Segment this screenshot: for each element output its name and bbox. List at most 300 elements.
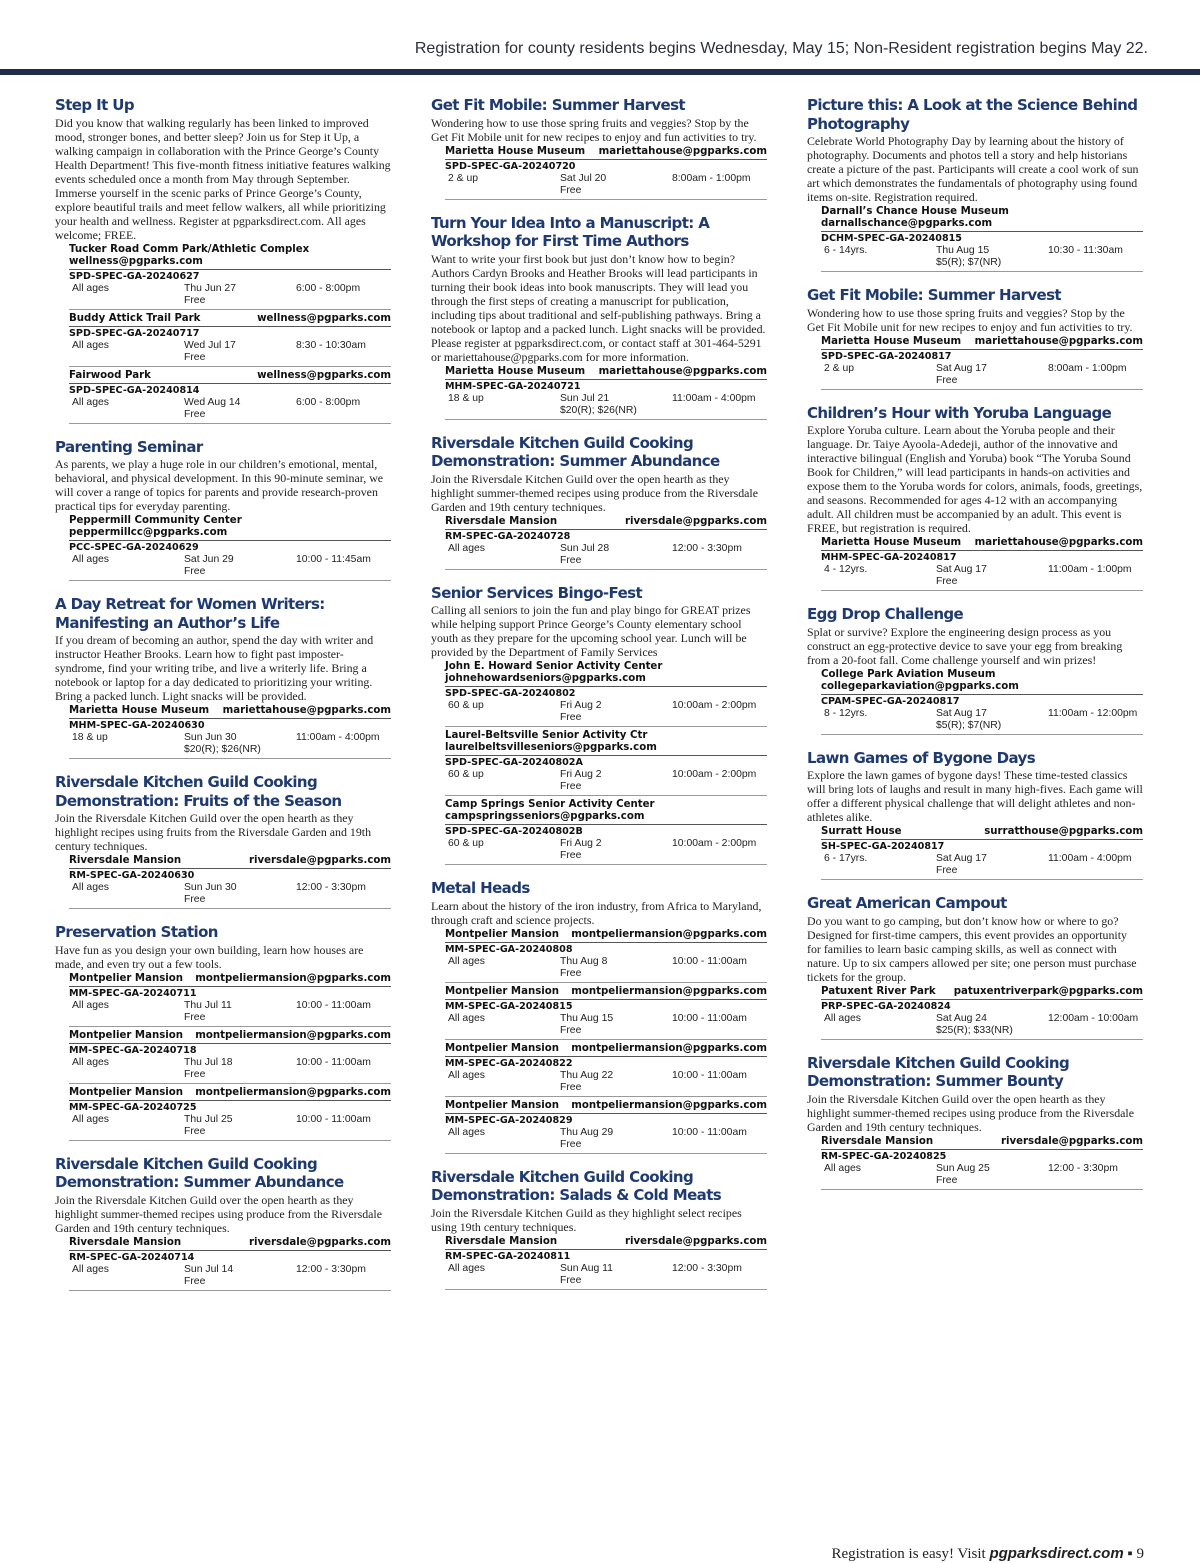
session-details xyxy=(69,397,391,424)
session-venue xyxy=(821,336,1143,350)
age-range: 18 & up xyxy=(448,392,484,404)
venue-email[interactable]: montpeliermansion@pgparks.com xyxy=(195,1029,391,1041)
event-title: A Day Retreat for Women Writers: Manifesting an Author’s Life xyxy=(55,595,325,632)
activity-code: MM-SPEC-GA-20240815 xyxy=(445,1000,573,1012)
session-time: 8:00am - 1:00pm xyxy=(1048,362,1127,374)
session-date-fee xyxy=(560,1070,672,1094)
event-title: Step It Up xyxy=(55,96,134,114)
session-date: Sat Aug 17 xyxy=(936,564,987,575)
session-venue xyxy=(69,855,391,869)
session-fee: Free xyxy=(560,781,582,792)
event-block xyxy=(55,923,391,1141)
session-details xyxy=(821,853,1143,880)
session-date-fee xyxy=(184,554,296,578)
venue-email[interactable]: peppermillcc@pgparks.com xyxy=(69,527,228,538)
activity-code: SPD-SPEC-GA-20240817 xyxy=(821,350,952,362)
session-date-fee xyxy=(560,1013,672,1037)
session-date: Fri Aug 2 xyxy=(560,838,602,849)
page-footer xyxy=(831,1545,1144,1563)
event-session xyxy=(445,929,767,983)
session-venue xyxy=(821,1136,1143,1150)
session-time: 6:00 - 8:00pm xyxy=(296,282,361,294)
session-details xyxy=(445,393,767,420)
session-details xyxy=(445,1127,767,1154)
activity-code: MM-SPEC-GA-20240808 xyxy=(445,943,573,955)
session-date-fee xyxy=(184,882,296,906)
event-block xyxy=(55,96,391,424)
age-range: All ages xyxy=(72,999,109,1011)
event-description: If you dream of becoming an author, spend the day with writer and instructor Heather Brooks. Learn how to fight past imposter-syndrome, find your writing tribe, and live a writerly life. Bring a notebook or laptop for a day dedicated to prioritizing your writing. Bring a packed lunch. Light snacks will be provided. xyxy=(55,633,374,703)
venue-name: Patuxent River Park xyxy=(821,985,936,997)
session-fee: Free xyxy=(184,1275,206,1287)
session-date: Sun Aug 25 xyxy=(936,1162,990,1174)
venue-email[interactable]: johnehowardseniors@pgparks.com xyxy=(445,673,646,684)
activity-code: MM-SPEC-GA-20240718 xyxy=(69,1044,197,1056)
session-details xyxy=(445,700,767,727)
venue-name: Riversdale Mansion xyxy=(445,1235,558,1247)
session-details xyxy=(69,340,391,367)
session-date: Sat Aug 17 xyxy=(936,362,987,374)
age-range: All ages xyxy=(72,282,109,294)
venue-email[interactable]: riversdale@pgparks.com xyxy=(248,1236,391,1248)
session-time: 8:00am - 1:00pm xyxy=(672,172,751,184)
venue-email[interactable]: mariettahouse@pgparks.com xyxy=(222,705,391,716)
event-session xyxy=(445,1236,767,1290)
event-title: Metal Heads xyxy=(431,879,530,897)
event-session xyxy=(69,515,391,581)
age-range: 2 & up xyxy=(824,362,855,374)
event-session xyxy=(69,370,391,424)
footer-prefix: Registration is easy! Visit xyxy=(831,1546,990,1562)
session-details xyxy=(69,732,391,759)
session-venue xyxy=(69,1237,391,1251)
session-details xyxy=(69,882,391,909)
session-time: 10:00 - 11:00am xyxy=(672,1126,747,1138)
session-details xyxy=(821,708,1143,735)
session-details xyxy=(445,173,767,200)
session-date: Thu Aug 29 xyxy=(560,1126,614,1138)
venue-email[interactable]: wellness@pgparks.com xyxy=(69,255,203,267)
venue-email[interactable]: mariettahouse@pgparks.com xyxy=(598,145,767,157)
age-range: All ages xyxy=(72,554,109,565)
session-fee: Free xyxy=(936,1174,958,1186)
venue-email[interactable]: riversdale@pgparks.com xyxy=(248,855,391,866)
venue-email[interactable]: mariettahouse@pgparks.com xyxy=(974,537,1143,548)
activity-code: MHM-SPEC-GA-20240630 xyxy=(69,720,205,731)
session-time: 12:00am - 10:00am xyxy=(1048,1012,1139,1024)
session-fee: $20(R); $26(NR) xyxy=(560,404,637,416)
activity-code: MHM-SPEC-GA-20240817 xyxy=(821,552,957,563)
session-time: 8:30 - 10:30am xyxy=(296,339,366,351)
venue-name: Riversdale Mansion xyxy=(821,1135,934,1147)
session-date-fee xyxy=(184,732,296,756)
event-block xyxy=(431,434,767,570)
event-description: Join the Riversdale Kitchen Guild as they highlight select recipes using 19th century techniques. xyxy=(431,1205,742,1234)
footer-site-link[interactable]: pgparksdirect.com xyxy=(989,1545,1124,1562)
session-venue xyxy=(445,799,767,825)
event-title: Preservation Station xyxy=(55,923,218,941)
venue-email[interactable]: montpeliermansion@pgparks.com xyxy=(195,972,391,984)
event-block xyxy=(431,1168,767,1290)
session-details xyxy=(69,1057,391,1084)
session-date: Thu Jul 25 xyxy=(184,1113,233,1125)
session-date-fee xyxy=(184,1000,296,1024)
session-venue xyxy=(69,1087,391,1101)
session-date: Sun Jul 21 xyxy=(560,392,610,404)
event-description: Join the Riversdale Kitchen Guild over the open hearth as they highlight recipes using fruits from the Riversdale Garden and 19th century techniques. xyxy=(55,811,372,853)
session-fee: Free xyxy=(936,865,958,876)
activity-code: SPD-SPEC-GA-20240627 xyxy=(69,270,200,282)
session-date: Fri Aug 2 xyxy=(560,769,602,780)
venue-name: Camp Springs Senior Activity Center xyxy=(445,799,655,810)
event-block xyxy=(431,879,767,1154)
session-fee: Free xyxy=(560,1274,582,1286)
session-venue xyxy=(69,973,391,987)
event-session xyxy=(821,336,1143,390)
event-title: Riversdale Kitchen Guild Cooking Demonstration: Summer Bounty xyxy=(807,1053,1070,1090)
venue-email[interactable]: wellness@pgparks.com xyxy=(257,369,391,381)
session-venue xyxy=(69,313,391,327)
session-date-fee xyxy=(560,838,672,862)
session-date-fee xyxy=(184,397,296,421)
session-date: Sat Aug 17 xyxy=(936,853,987,864)
session-date: Thu Aug 15 xyxy=(560,1012,614,1024)
header-bar xyxy=(0,0,1200,76)
session-date: Sat Aug 24 xyxy=(936,1012,987,1024)
activity-code: SPD-SPEC-GA-20240802B xyxy=(445,826,583,837)
session-time: 10:00am - 2:00pm xyxy=(672,769,757,780)
venue-name: Darnall’s Chance House Museum xyxy=(821,206,1009,217)
session-time: 10:00 - 11:00am xyxy=(672,955,747,967)
session-fee: Free xyxy=(936,374,958,386)
venue-email[interactable]: riversdale@pgparks.com xyxy=(1000,1135,1143,1147)
session-date: Sat Jun 29 xyxy=(184,554,234,565)
venue-email[interactable]: laurelbeltsvilleseniors@pgparks.com xyxy=(445,742,657,753)
age-range: All ages xyxy=(448,1012,485,1024)
age-range: All ages xyxy=(72,396,109,408)
age-range: All ages xyxy=(72,1113,109,1125)
session-time: 12:00 - 3:30pm xyxy=(672,542,742,554)
age-range: All ages xyxy=(72,339,109,351)
session-time: 11:00am - 12:00pm xyxy=(1048,707,1138,719)
session-time: 11:00am - 4:00pm xyxy=(672,392,756,404)
venue-email[interactable]: surratthouse@pgparks.com xyxy=(984,826,1143,837)
event-title: Get Fit Mobile: Summer Harvest xyxy=(807,286,1061,304)
event-description: Splat or survive? Explore the engineering design process as you construct an egg-protective device to save your egg from breaking from a 20-foot fall. Come challenge yourself and win prizes! xyxy=(807,624,1123,667)
age-range: 60 & up xyxy=(448,700,484,711)
venue-name: Marietta House Museum xyxy=(445,145,586,157)
session-venue xyxy=(445,730,767,756)
activity-code: DCHM-SPEC-GA-20240815 xyxy=(821,233,962,244)
venue-name: Montpelier Mansion xyxy=(69,972,183,984)
session-details xyxy=(821,1163,1143,1190)
session-venue xyxy=(821,669,1143,695)
venue-email[interactable]: mariettahouse@pgparks.com xyxy=(598,365,767,377)
venue-email[interactable]: collegeparkaviation@pgparks.com xyxy=(821,680,1019,692)
session-date: Sun Jul 14 xyxy=(184,1263,234,1275)
event-title: Great American Campout xyxy=(807,894,1007,912)
event-session xyxy=(445,730,767,796)
activity-code: PRP-SPEC-GA-20240824 xyxy=(821,1000,951,1012)
session-time: 6:00 - 8:00pm xyxy=(296,396,361,408)
event-description: Join the Riversdale Kitchen Guild over the open hearth as they highlight summer-themed recipes using produce from the Riversdale Garden and 19th century techniques. xyxy=(55,1192,382,1235)
session-details xyxy=(445,1263,767,1290)
session-date-fee xyxy=(184,1264,296,1288)
column-3 xyxy=(807,96,1143,1305)
session-venue xyxy=(445,516,767,530)
session-fee: Free xyxy=(184,1125,206,1137)
venue-email[interactable]: montpeliermansion@pgparks.com xyxy=(571,1042,767,1054)
venue-name: Laurel-Beltsville Senior Activity Ctr xyxy=(445,730,648,741)
session-fee: $5(R); $7(NR) xyxy=(936,719,1002,731)
activity-code: MM-SPEC-GA-20240711 xyxy=(69,987,197,999)
venue-email[interactable]: wellness@pgparks.com xyxy=(257,312,391,324)
session-date-fee xyxy=(184,1114,296,1138)
session-time: 10:30 - 11:30am xyxy=(1048,245,1123,256)
venue-name: College Park Aviation Museum xyxy=(821,668,996,680)
event-block xyxy=(55,595,391,759)
event-title: Riversdale Kitchen Guild Cooking Demonstration: Fruits of the Season xyxy=(55,773,342,810)
session-time: 10:00 - 11:00am xyxy=(296,1113,371,1125)
age-range: All ages xyxy=(448,1069,485,1081)
session-fee: Free xyxy=(560,184,582,196)
session-date-fee xyxy=(560,543,672,567)
age-range: All ages xyxy=(448,542,485,554)
session-venue xyxy=(69,705,391,719)
venue-email[interactable]: montpeliermansion@pgparks.com xyxy=(195,1086,391,1098)
event-block xyxy=(55,438,391,582)
session-date-fee xyxy=(560,1127,672,1151)
event-block xyxy=(807,404,1143,592)
session-fee: Free xyxy=(560,554,582,566)
session-details xyxy=(445,1013,767,1040)
session-time: 10:00 - 11:00am xyxy=(296,1056,371,1068)
session-date-fee xyxy=(936,853,1048,877)
session-details xyxy=(821,564,1143,591)
header-rule xyxy=(0,69,1200,75)
event-session xyxy=(445,516,767,570)
event-title: Lawn Games of Bygone Days xyxy=(807,748,1036,767)
session-fee: Free xyxy=(560,1138,582,1150)
event-description: Did you know that walking regularly has been linked to improved mood, stronger bones, and better sleep? Join us for Step it Up, a walking campaign in collaboration with the Prince George’s County Health Department! This five-month fitness initiative features walking events scheduled once a month from May through September. Immerse yourself in the scenic parks of Prince George’s County, explore beautiful trails and meet fellow walkers, all while prioritizing your health and wellness. Register at pgparksdirect.com. All ages welcome; FREE. xyxy=(55,115,391,242)
event-description: Have fun as you design your own building, learn how houses are made, and even try out a few tools. xyxy=(55,942,364,971)
event-session xyxy=(821,986,1143,1040)
event-session xyxy=(69,1030,391,1084)
session-fee: Free xyxy=(560,850,582,861)
session-details xyxy=(445,956,767,983)
venue-name: Riversdale Mansion xyxy=(69,855,182,866)
venue-name: Marietta House Museum xyxy=(821,537,962,548)
session-venue xyxy=(445,1236,767,1250)
event-description: Join the Riversdale Kitchen Guild over the open hearth as they highlight summer-themed recipes using produce from the Riversdale Garden and 19th century techniques. xyxy=(431,471,758,514)
event-block xyxy=(807,749,1143,881)
session-date: Sun Jun 30 xyxy=(184,882,237,893)
session-date-fee xyxy=(560,173,672,197)
event-session xyxy=(69,973,391,1027)
session-details xyxy=(445,543,767,570)
session-venue xyxy=(445,366,767,380)
event-block xyxy=(431,214,767,420)
session-fee: Free xyxy=(184,408,206,420)
venue-name: Peppermill Community Center xyxy=(69,515,242,526)
session-date-fee xyxy=(560,1263,672,1287)
event-block xyxy=(55,773,391,909)
session-date: Sun Jul 28 xyxy=(560,542,610,554)
session-venue xyxy=(821,537,1143,551)
venue-email[interactable]: riversdale@pgparks.com xyxy=(624,1235,767,1247)
venue-email[interactable]: montpeliermansion@pgparks.com xyxy=(571,928,767,940)
session-date: Thu Aug 22 xyxy=(560,1069,614,1081)
session-venue xyxy=(821,986,1143,1000)
venue-name: Riversdale Mansion xyxy=(69,1236,182,1248)
event-block xyxy=(55,1155,391,1291)
session-time: 11:00am - 4:00pm xyxy=(296,732,380,743)
session-details xyxy=(821,245,1143,272)
event-session xyxy=(69,855,391,909)
venue-name: Buddy Attick Trail Park xyxy=(69,312,201,324)
session-details xyxy=(69,1000,391,1027)
event-block xyxy=(807,286,1143,390)
venue-name: Montpelier Mansion xyxy=(69,1086,183,1098)
session-fee: Free xyxy=(184,1011,206,1023)
age-range: All ages xyxy=(448,955,485,967)
session-time: 12:00 - 3:30pm xyxy=(296,1263,366,1275)
activity-code: RM-SPEC-GA-20240825 xyxy=(821,1150,947,1162)
session-venue xyxy=(445,146,767,160)
registration-banner: Registration for county residents begins Wednesday, May 15; Non-Resident registration begins May 22. xyxy=(414,40,1148,57)
event-session xyxy=(69,244,391,310)
session-time: 12:00 - 3:30pm xyxy=(1048,1162,1118,1174)
session-time: 10:00 - 11:45am xyxy=(296,554,371,565)
activity-code: SH-SPEC-GA-20240817 xyxy=(821,841,945,852)
event-session xyxy=(445,1043,767,1097)
session-venue xyxy=(445,929,767,943)
session-fee: $20(R); $26(NR) xyxy=(184,744,261,755)
session-fee: Free xyxy=(560,1081,582,1093)
venue-name: Marietta House Museum xyxy=(821,335,962,347)
session-time: 10:00 - 11:00am xyxy=(672,1069,747,1081)
session-venue xyxy=(69,370,391,384)
event-columns xyxy=(55,96,1165,1305)
age-range: All ages xyxy=(824,1012,861,1024)
event-session xyxy=(69,313,391,367)
age-range: 4 - 12yrs. xyxy=(824,564,868,575)
column-1 xyxy=(55,96,391,1305)
venue-name: Montpelier Mansion xyxy=(445,1042,559,1054)
session-fee: Free xyxy=(560,712,582,723)
session-date-fee xyxy=(184,340,296,364)
session-date: Wed Jul 17 xyxy=(184,339,236,351)
session-fee: Free xyxy=(184,1068,206,1080)
session-details xyxy=(69,554,391,581)
event-session xyxy=(445,366,767,420)
venue-email[interactable]: mariettahouse@pgparks.com xyxy=(974,335,1143,347)
session-time: 12:00 - 3:30pm xyxy=(672,1262,742,1274)
event-description: Calling all seniors to join the fun and play bingo for GREAT prizes while helping support Prince George’s County elementary school youth as they prepare for the upcoming school year. Lunch will be provided by the Department of Family Services xyxy=(431,603,751,659)
event-description: Join the Riversdale Kitchen Guild over the open hearth as they highlight summer-themed recipes using produce from the Riversdale Garden and 19th century techniques. xyxy=(807,1091,1134,1134)
venue-name: Montpelier Mansion xyxy=(445,1099,559,1111)
event-title: Senior Services Bingo-Fest xyxy=(431,583,643,602)
age-range: 60 & up xyxy=(448,769,484,780)
event-description: Do you want to go camping, but don’t know how or where to go? Designed for first-time campers, this event provides an opportunity for families to learn basic camping skills, as well as connect with nature. Up to six campers allowed per site; one person must purchase tickets for the group. xyxy=(807,913,1137,984)
event-session xyxy=(69,1237,391,1291)
age-range: 6 - 14yrs. xyxy=(824,245,868,256)
venue-email[interactable]: riversdale@pgparks.com xyxy=(624,515,767,527)
age-range: 8 - 12yrs. xyxy=(824,707,868,719)
event-description: Explore the lawn games of bygone days! These time-tested classics will bring lots of laughs and result in many high-fives. Each game will offer a different physical challenge that will delight athletes and non-athletes alike. xyxy=(807,768,1143,824)
age-range: All ages xyxy=(448,1262,485,1274)
session-date-fee xyxy=(936,245,1048,269)
age-range: 6 - 17yrs. xyxy=(824,853,868,864)
session-fee: Free xyxy=(184,351,206,363)
session-date: Sat Jul 20 xyxy=(560,172,607,184)
session-time: 10:00am - 2:00pm xyxy=(672,838,757,849)
page-number: ▪ 9 xyxy=(1123,1546,1144,1562)
event-session xyxy=(821,669,1143,735)
session-venue xyxy=(445,1043,767,1057)
venue-email[interactable]: montpeliermansion@pgparks.com xyxy=(571,1099,767,1111)
activity-code: SPD-SPEC-GA-20240802A xyxy=(445,757,583,768)
age-range: All ages xyxy=(72,1056,109,1068)
venue-name: Montpelier Mansion xyxy=(445,928,559,940)
session-date: Thu Jul 11 xyxy=(184,999,232,1011)
event-title: Egg Drop Challenge xyxy=(807,605,964,623)
venue-email[interactable]: campspringsseniors@pgparks.com xyxy=(445,811,645,822)
session-details xyxy=(69,283,391,310)
session-details xyxy=(69,1264,391,1291)
venue-email[interactable]: patuxentriverpark@pgparks.com xyxy=(953,985,1143,997)
session-details xyxy=(69,1114,391,1141)
session-details xyxy=(445,769,767,796)
event-session xyxy=(821,537,1143,591)
session-date-fee xyxy=(184,1057,296,1081)
event-block xyxy=(807,1054,1143,1190)
event-session xyxy=(445,1100,767,1154)
activity-code: RM-SPEC-GA-20240728 xyxy=(445,530,571,542)
activity-code: SPD-SPEC-GA-20240720 xyxy=(445,160,576,172)
venue-name: Marietta House Museum xyxy=(69,705,210,716)
event-block xyxy=(807,894,1143,1040)
session-fee: $5(R); $7(NR) xyxy=(936,257,1002,268)
venue-name: Tucker Road Comm Park/Athletic Complex xyxy=(69,243,310,255)
event-title: Turn Your Idea Into a Manuscript: A Workshop for First Time Authors xyxy=(431,213,710,250)
session-venue xyxy=(69,1030,391,1044)
age-range: All ages xyxy=(824,1162,861,1174)
event-block xyxy=(431,96,767,200)
age-range: All ages xyxy=(72,882,109,893)
event-description: Learn about the history of the iron industry, from Africa to Maryland, through craft and science projects. xyxy=(431,898,762,927)
activity-code: SPD-SPEC-GA-20240717 xyxy=(69,327,200,339)
session-time: 10:00 - 11:00am xyxy=(672,1012,747,1024)
session-date-fee xyxy=(560,769,672,793)
session-date-fee xyxy=(184,283,296,307)
session-fee: Free xyxy=(560,1024,582,1036)
session-date-fee xyxy=(936,708,1048,732)
venue-email[interactable]: darnallschance@pgparks.com xyxy=(821,218,993,229)
venue-email[interactable]: montpeliermansion@pgparks.com xyxy=(571,985,767,997)
event-title: Riversdale Kitchen Guild Cooking Demonstration: Summer Abundance xyxy=(431,433,720,470)
event-session xyxy=(445,799,767,865)
event-description: Want to write your first book but just don’t know how to begin? Authors Cardyn Brooks and Heather Brooks will lead participants in turning their book ideas into book manuscripts. They will lead you through the first steps of creating a manuscript for publication, including tips about traditional and self-publishing pathways. Bring a notebook or laptop and a packed lunch. Light snacks will be provided. Please register at pgparksdirect.com, or contact staff at 301-464-5291 or mariettahouse@pgparks.com for more information. xyxy=(431,251,766,364)
session-date-fee xyxy=(936,363,1048,387)
session-date: Sat Aug 17 xyxy=(936,707,987,719)
event-session xyxy=(69,1087,391,1141)
session-date: Thu Jun 27 xyxy=(184,282,236,294)
activity-code: RM-SPEC-GA-20240811 xyxy=(445,1250,571,1262)
activity-code: RM-SPEC-GA-20240630 xyxy=(69,870,195,881)
event-description: Explore Yoruba culture. Learn about the Yoruba people and their language. Dr. Taiye Ayoola-Adedeji, author of the innovative and interactive bilingual (English and Yoruba) book “The Yoruba Sound Book for Children,” will lead participants in hands-on activities and expose them to the Yoruba words for colors, animals, foods, greetings, and seasons. Recommended for ages 4-12 with an accompanying adult. All children must be accompanied by an adult. This event is FREE, but registration is required. xyxy=(807,423,1143,535)
session-fee: Free xyxy=(936,576,958,587)
